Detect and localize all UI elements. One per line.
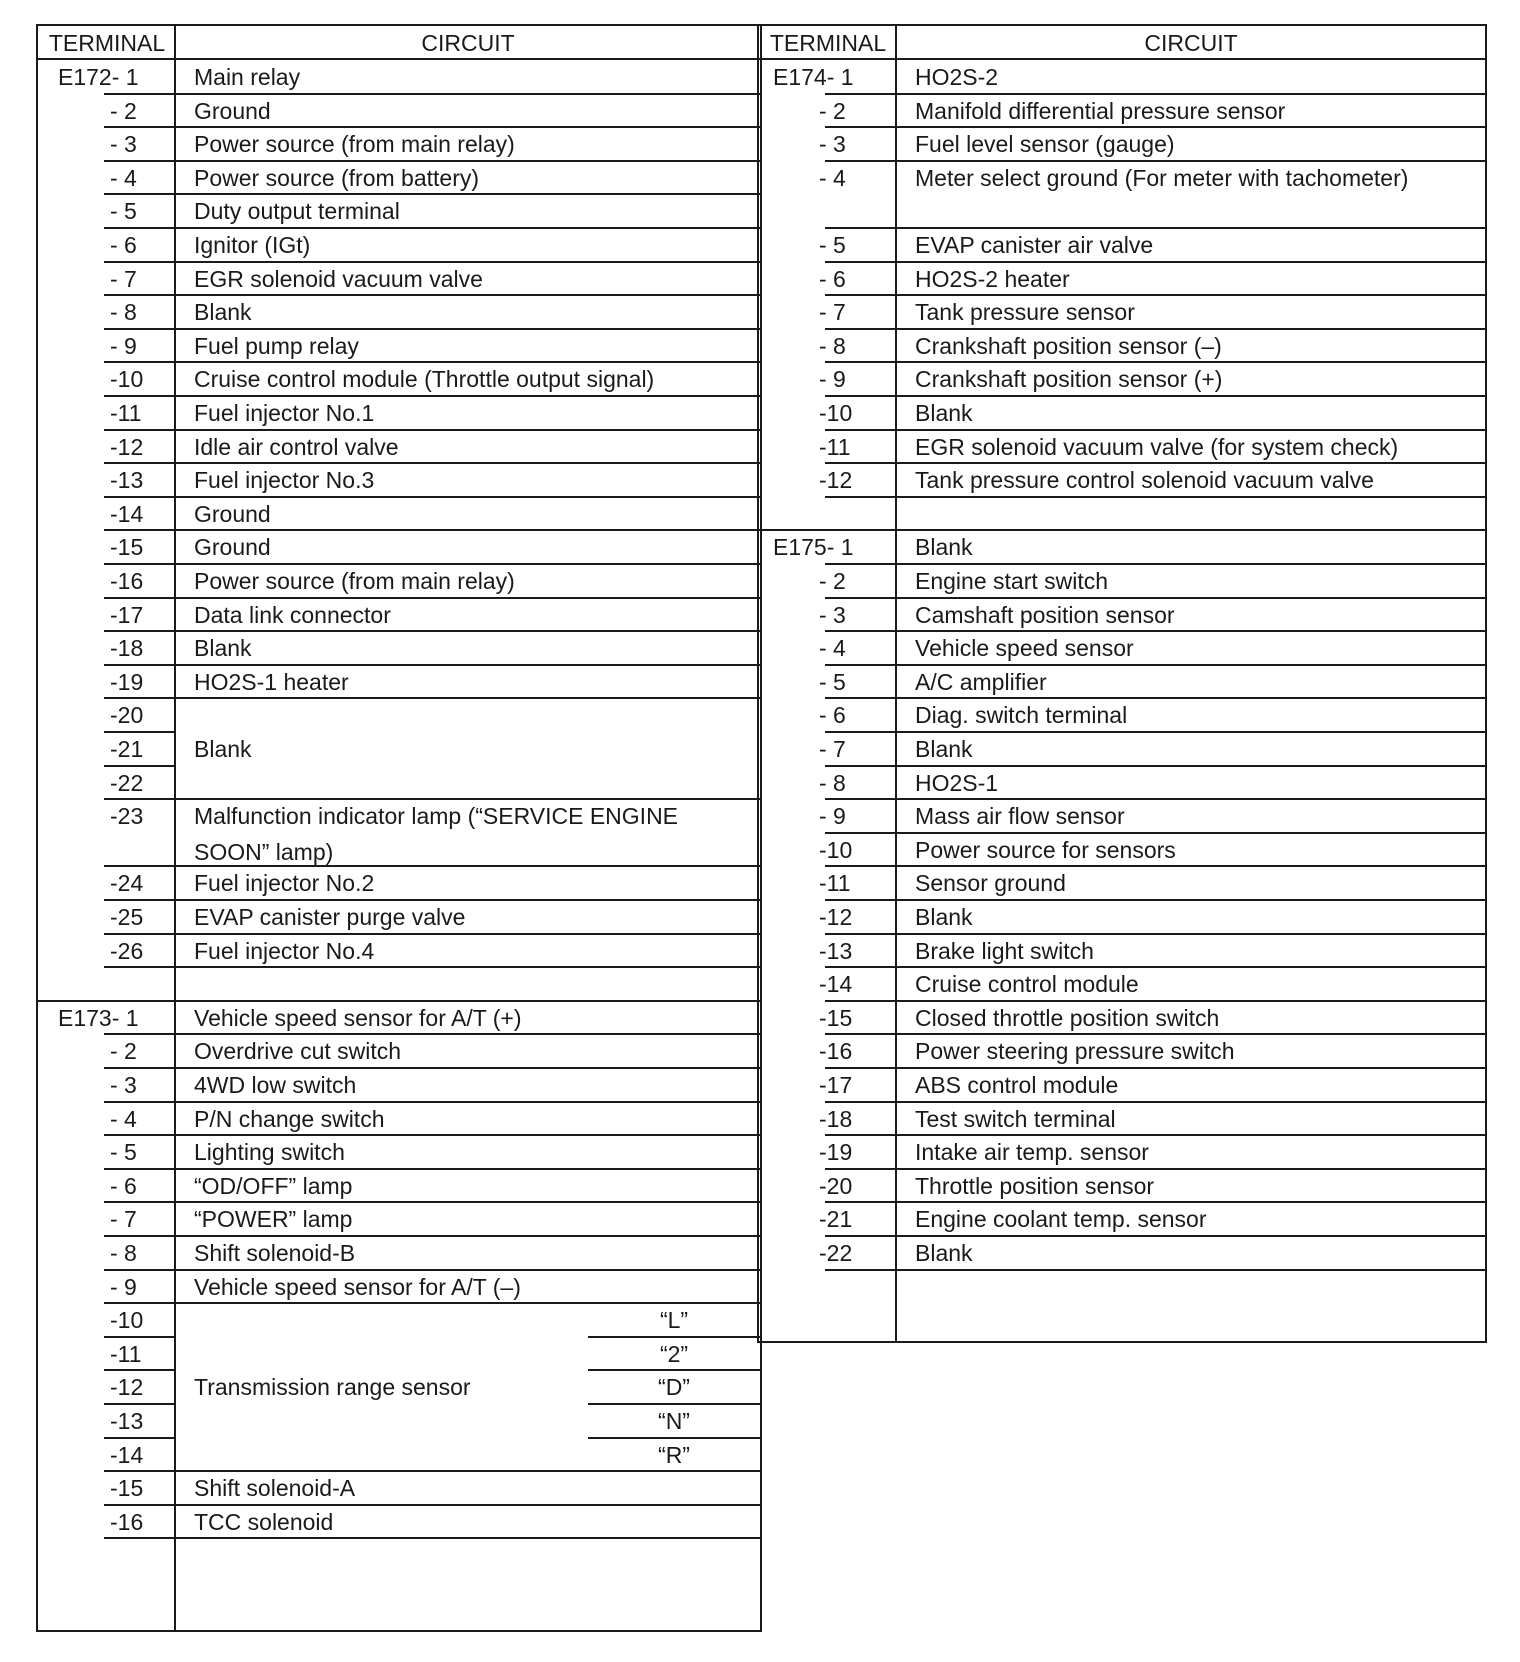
circuit-label: Blank	[915, 1240, 973, 1266]
table-row	[759, 766, 1485, 800]
table-row	[38, 934, 760, 968]
terminal-label: - 3	[110, 131, 137, 158]
terminal-label: - 7	[110, 1206, 137, 1233]
table-row	[759, 665, 1485, 699]
circuit-label: “OD/OFF” lamp	[194, 1172, 353, 1199]
terminal-label: -10	[110, 366, 144, 393]
table-row	[759, 799, 1485, 833]
circuit-label: Fuel pump relay	[194, 332, 359, 359]
circuit-label: HO2S-1 heater	[194, 668, 349, 695]
terminal-label: -10	[819, 400, 853, 426]
terminal-label: -17	[819, 1072, 853, 1098]
circuit-label: Shift solenoid-B	[194, 1240, 356, 1266]
table-row	[38, 228, 760, 262]
table-row	[38, 631, 760, 665]
table-row	[38, 1135, 760, 1169]
circuit-label: Blank	[915, 904, 973, 930]
circuit-label: Overdrive cut switch	[194, 1038, 402, 1065]
terminal-label: -14	[110, 500, 144, 527]
terminal-label: - 4	[819, 635, 846, 662]
circuit-label: Manifold differential pressure sensor	[915, 97, 1286, 124]
table-row	[759, 598, 1485, 632]
terminal-header: TERMINAL	[38, 26, 176, 60]
circuit-label: TCC solenoid	[194, 1508, 334, 1535]
circuit-label: Power steering pressure switch	[915, 1038, 1235, 1065]
table-row	[38, 1505, 760, 1539]
circuit-label: Test switch terminal	[915, 1105, 1116, 1132]
circuit-label: HO2S-2 heater	[915, 265, 1070, 292]
circuit-label: Vehicle speed sensor for A/T (–)	[194, 1273, 521, 1300]
circuit-label: EVAP canister purge valve	[194, 904, 466, 930]
circuit-label: Vehicle speed sensor for A/T (+)	[194, 1004, 522, 1031]
terminal-label: -16	[110, 568, 144, 594]
terminal-label: -13	[819, 937, 853, 964]
table-row	[759, 1068, 1485, 1102]
terminal-label: E173- 1	[58, 1004, 139, 1031]
terminal-label: - 6	[819, 265, 846, 292]
table-row	[38, 1202, 760, 1236]
circuit-label: Ground	[194, 534, 271, 561]
table-row	[759, 530, 1485, 564]
terminal-label: E172- 1	[58, 64, 139, 90]
table-row	[759, 564, 1485, 598]
table-row	[759, 161, 1485, 228]
circuit-label: Blank	[915, 534, 973, 561]
circuit-label: EVAP canister air valve	[915, 232, 1154, 258]
circuit-label: Main relay	[194, 64, 301, 90]
table-row	[38, 1169, 760, 1203]
table-row	[759, 362, 1485, 396]
range-position-label: “L”	[659, 1307, 689, 1334]
terminal-label: -22	[110, 769, 144, 796]
circuit-label: Closed throttle position switch	[915, 1004, 1220, 1031]
table-row	[759, 631, 1485, 665]
terminal-label: - 2	[819, 97, 846, 124]
circuit-label: HO2S-2	[915, 64, 999, 90]
circuit-label: Ground	[194, 97, 271, 124]
terminal-label: -17	[110, 601, 144, 628]
table-row	[759, 900, 1485, 934]
terminal-label: - 3	[819, 131, 846, 158]
range-position-label: “R”	[658, 1441, 690, 1468]
terminal-label: -14	[110, 1441, 144, 1468]
table-row	[759, 1034, 1485, 1068]
right-terminal-table	[757, 24, 1487, 1343]
circuit-header: CIRCUIT	[897, 26, 1485, 60]
terminal-label: -11	[819, 433, 851, 460]
table-row	[38, 799, 760, 866]
terminal-label: -15	[819, 1004, 853, 1031]
terminal-label: - 9	[110, 332, 137, 359]
terminal-label: -20	[110, 702, 144, 729]
circuit-label: 4WD low switch	[194, 1072, 357, 1098]
terminal-label: - 9	[819, 803, 846, 830]
merged-circuit-label: Transmission range sensor	[194, 1374, 471, 1401]
circuit-label: Blank	[194, 299, 252, 326]
terminal-label: - 5	[110, 198, 137, 225]
table-row	[759, 60, 1485, 94]
table-row	[38, 598, 760, 632]
range-position-label: “N”	[658, 1408, 690, 1434]
table-row	[759, 1135, 1485, 1169]
terminal-label: -21	[819, 1206, 853, 1233]
terminal-label: - 8	[110, 299, 137, 326]
range-position-label: “D”	[658, 1374, 690, 1401]
terminal-label: -10	[819, 836, 853, 863]
table-row	[759, 1001, 1485, 1035]
circuit-label: Brake light switch	[915, 937, 1094, 964]
terminal-label: - 7	[819, 736, 846, 762]
terminal-label: - 3	[819, 601, 846, 628]
table-row	[759, 94, 1485, 128]
terminal-label: -25	[110, 904, 144, 930]
circuit-label: Data link connector	[194, 601, 391, 628]
terminal-label: -26	[110, 937, 144, 964]
table-row	[38, 295, 760, 329]
table-row	[759, 1169, 1485, 1203]
terminal-label: -12	[110, 433, 144, 460]
table-row	[759, 463, 1485, 497]
circuit-label: P/N change switch	[194, 1105, 385, 1132]
table-row	[38, 1270, 760, 1304]
circuit-label: Blank	[915, 400, 973, 426]
terminal-label: -13	[110, 1408, 144, 1434]
terminal-label: -20	[819, 1172, 853, 1199]
table-row	[38, 866, 760, 900]
circuit-header: CIRCUIT	[176, 26, 760, 60]
table-row	[38, 1068, 760, 1102]
circuit-label: EGR solenoid vacuum valve	[194, 265, 483, 292]
terminal-label: -24	[110, 870, 144, 897]
terminal-label: -12	[819, 904, 853, 930]
circuit-label: Fuel level sensor (gauge)	[915, 131, 1175, 158]
circuit-label: Fuel injector No.4	[194, 937, 375, 964]
terminal-label: -21	[110, 736, 144, 762]
circuit-label: Tank pressure sensor	[915, 299, 1135, 326]
table-row	[38, 665, 760, 699]
terminal-label: -12	[110, 1374, 144, 1401]
circuit-label: Idle air control valve	[194, 433, 399, 460]
circuit-label: Fuel injector No.2	[194, 870, 375, 897]
table-row	[38, 94, 760, 128]
table-row	[759, 127, 1485, 161]
terminal-label: -11	[110, 1340, 142, 1367]
terminal-label: -11	[110, 400, 142, 426]
table-row	[759, 430, 1485, 464]
table-row	[38, 463, 760, 497]
terminal-label: - 2	[110, 97, 137, 124]
terminal-label: - 6	[110, 232, 137, 258]
circuit-label: Fuel injector No.1	[194, 400, 375, 426]
table-row	[759, 934, 1485, 968]
table-row	[38, 564, 760, 598]
terminal-label: -18	[110, 635, 144, 662]
table-row	[38, 396, 760, 430]
terminal-label: - 5	[819, 668, 846, 695]
circuit-label: Fuel injector No.3	[194, 467, 375, 494]
circuit-label: Blank	[915, 736, 973, 762]
circuit-label: Cruise control module (Throttle output signal)	[194, 366, 655, 393]
table-row	[38, 362, 760, 396]
row-divider	[104, 697, 760, 699]
terminal-label: -12	[819, 467, 853, 494]
row-divider	[104, 966, 760, 968]
terminal-label: E175- 1	[773, 534, 854, 561]
table-row	[38, 1001, 760, 1035]
circuit-label: EGR solenoid vacuum valve (for system check)	[915, 433, 1399, 460]
table-row	[38, 530, 760, 564]
terminal-label: -10	[110, 1307, 144, 1334]
terminal-label: -18	[819, 1105, 853, 1132]
terminal-label: -23	[110, 803, 144, 830]
circuit-label: Ignitor (IGt)	[194, 232, 311, 258]
table-row	[759, 732, 1485, 766]
table-row	[38, 60, 760, 94]
circuit-label: HO2S-1	[915, 769, 999, 796]
terminal-label: - 6	[110, 1172, 137, 1199]
circuit-label: Duty output terminal	[194, 198, 400, 225]
terminal-label: - 2	[110, 1038, 137, 1065]
circuit-label: Diag. switch terminal	[915, 702, 1128, 729]
table-row	[759, 1202, 1485, 1236]
circuit-label: Mass air flow sensor	[915, 803, 1125, 830]
terminal-label: - 5	[819, 232, 846, 258]
terminal-label: -19	[110, 668, 144, 695]
terminal-label: - 4	[110, 164, 137, 191]
terminal-label: -19	[819, 1139, 853, 1166]
terminal-label: -15	[110, 1475, 144, 1502]
circuit-label: “POWER” lamp	[194, 1206, 353, 1233]
circuit-label: A/C amplifier	[915, 668, 1047, 695]
terminal-label: E174- 1	[773, 64, 854, 90]
terminal-label: - 9	[819, 366, 846, 393]
range-position-label: “2”	[659, 1340, 689, 1367]
table-row	[38, 1102, 760, 1136]
circuit-label: Power source (from battery)	[194, 164, 480, 191]
table-row	[38, 1034, 760, 1068]
table-row	[759, 1102, 1485, 1136]
circuit-label: Malfunction indicator lamp (“SERVICE ENGINE SOON” lamp)	[194, 803, 679, 866]
circuit-label: Engine start switch	[915, 568, 1109, 594]
terminal-label: - 4	[819, 164, 846, 191]
terminal-label: - 8	[819, 769, 846, 796]
terminal-label: - 3	[110, 1072, 137, 1098]
circuit-label: Cruise control module	[915, 971, 1139, 998]
circuit-label: Throttle position sensor	[915, 1172, 1155, 1199]
row-divider	[825, 1269, 1485, 1271]
terminal-label: -14	[819, 971, 853, 998]
table-row	[38, 127, 760, 161]
table-row	[38, 262, 760, 296]
terminal-label: -11	[819, 870, 851, 897]
left-terminal-table	[36, 24, 762, 1632]
table-row	[759, 1236, 1485, 1270]
terminal-label: - 7	[110, 265, 137, 292]
circuit-label: Power source (from main relay)	[194, 568, 515, 594]
table-row	[759, 396, 1485, 430]
circuit-label: Tank pressure control solenoid vacuum valve	[915, 467, 1374, 494]
table-row	[759, 698, 1485, 732]
table-row	[759, 833, 1485, 867]
circuit-label: ABS control module	[915, 1072, 1119, 1098]
circuit-label: Vehicle speed sensor	[915, 635, 1134, 662]
table-row	[38, 430, 760, 464]
table-row	[759, 866, 1485, 900]
table-row	[759, 262, 1485, 296]
circuit-label: Intake air temp. sensor	[915, 1139, 1149, 1166]
table-row	[38, 194, 760, 228]
terminal-label: -16	[110, 1508, 144, 1535]
table-row	[38, 497, 760, 531]
circuit-label: Power source (from main relay)	[194, 131, 515, 158]
table-row	[759, 329, 1485, 363]
terminal-label: -15	[110, 534, 144, 561]
row-divider	[825, 496, 1485, 498]
table-row	[759, 228, 1485, 262]
circuit-label: Camshaft position sensor	[915, 601, 1175, 628]
table-row	[38, 1471, 760, 1505]
circuit-label: Meter select ground (For meter with tachometer)	[915, 164, 1409, 191]
terminal-label: - 6	[819, 702, 846, 729]
terminal-label: - 7	[819, 299, 846, 326]
table-row	[38, 161, 760, 195]
table-row	[38, 900, 760, 934]
circuit-label: Shift solenoid-A	[194, 1475, 356, 1502]
circuit-label: Lighting switch	[194, 1139, 345, 1166]
row-divider	[104, 1537, 760, 1539]
circuit-label: Blank	[194, 635, 252, 662]
table-row	[38, 1236, 760, 1270]
terminal-label: - 2	[819, 568, 846, 594]
terminal-label: - 5	[110, 1139, 137, 1166]
terminal-label: - 8	[110, 1240, 137, 1266]
merged-circuit-label: Blank	[194, 736, 252, 762]
terminal-label: - 4	[110, 1105, 137, 1132]
circuit-label: Crankshaft position sensor (–)	[915, 332, 1222, 359]
terminal-label: -13	[110, 467, 144, 494]
terminal-label: - 8	[819, 332, 846, 359]
circuit-label: Engine coolant temp. sensor	[915, 1206, 1207, 1233]
terminal-header: TERMINAL	[759, 26, 897, 60]
table-row	[38, 329, 760, 363]
circuit-label: Power source for sensors	[915, 836, 1176, 863]
terminal-label: - 9	[110, 1273, 137, 1300]
circuit-label: Sensor ground	[915, 870, 1066, 897]
terminal-label: -22	[819, 1240, 853, 1266]
table-row	[759, 967, 1485, 1001]
table-row	[759, 295, 1485, 329]
terminal-label: -16	[819, 1038, 853, 1065]
circuit-label: Ground	[194, 500, 271, 527]
circuit-label: Crankshaft position sensor (+)	[915, 366, 1223, 393]
